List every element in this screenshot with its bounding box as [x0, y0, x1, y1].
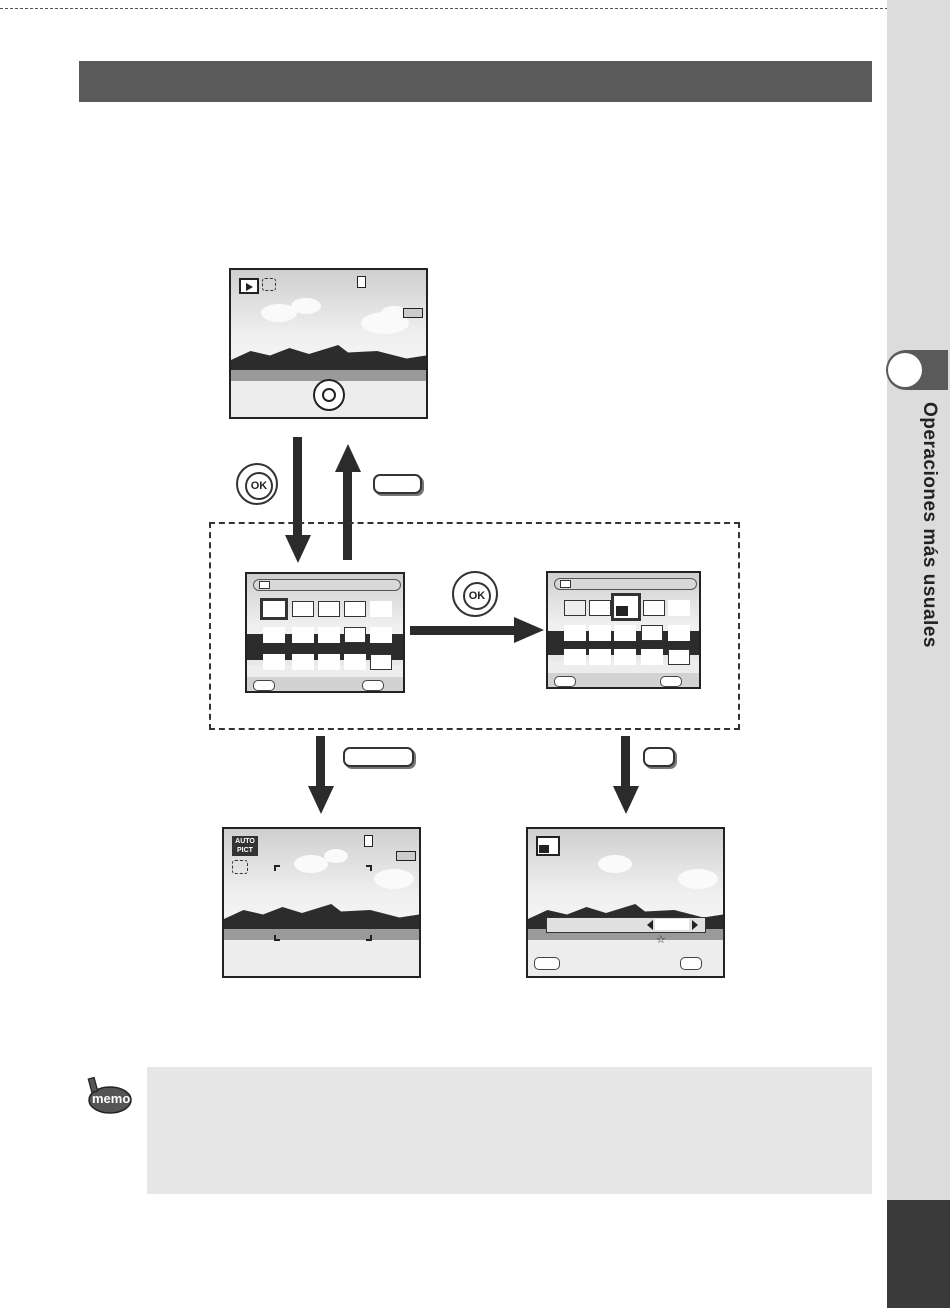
resize-function-icon: [536, 836, 560, 856]
resize-menu-key-icon: [534, 957, 560, 970]
focus-frame-icon: [274, 865, 372, 941]
palette-ok-key-icon: [362, 680, 384, 691]
size-left-arrow-icon: [647, 920, 653, 930]
arrow-down-to-capture-head: [308, 786, 334, 814]
four-way-controller-icon: [313, 379, 345, 411]
ok-button-icon: [236, 463, 278, 505]
face-detect-icon-capture: [232, 860, 248, 874]
playback-tab-icon: [259, 581, 270, 589]
startup-screen-icon: [370, 654, 392, 670]
image-copy-icon: [370, 601, 392, 617]
recover-icon-right: [641, 649, 663, 665]
red-eye-icon-right: [668, 625, 690, 641]
slideshow-icon-right: [564, 600, 586, 616]
memory-card-icon-capture: [364, 835, 373, 847]
auto-mode-label-bottom: PICT: [237, 847, 253, 854]
shutter-release-key-icon: [343, 747, 414, 767]
chapter-side-tab: [887, 0, 950, 1308]
ok-button-label: OK: [245, 472, 273, 500]
memory-card-icon: [357, 276, 366, 288]
movie-edit-icon: [318, 627, 340, 643]
arrow-up-to-playback-head: [335, 444, 361, 472]
color-filter-icon-right: [589, 625, 611, 641]
frame-icon-right: [641, 625, 663, 641]
image-copy-icon-right: [668, 600, 690, 616]
red-eye-icon: [370, 627, 392, 643]
dpof-icon-right: [614, 649, 636, 665]
resize-icon-selected: [611, 593, 641, 621]
movie-edit-icon-right: [614, 625, 636, 641]
memo-icon-label: memo: [92, 1091, 131, 1106]
size-right-arrow-icon: [692, 920, 698, 930]
playback-tab-icon-right: [560, 580, 571, 588]
side-tab-title: Operaciones más usuales: [919, 402, 940, 648]
arrow-down-to-resize-head: [613, 786, 639, 814]
palette-titlebar: [253, 579, 401, 591]
menu-key-icon: [373, 474, 422, 494]
image-rotate-icon: [292, 601, 314, 617]
cropping-icon-right: [643, 600, 665, 616]
dpof-icon: [318, 654, 340, 670]
arrow-right-select: [410, 626, 516, 635]
palette-menu-screen: [245, 572, 405, 693]
rotate-icon-right: [564, 625, 586, 641]
rotate-icon: [263, 627, 285, 643]
protect-icon: [292, 654, 314, 670]
resize-ok-key-icon: [680, 957, 702, 970]
protect-icon-right: [589, 649, 611, 665]
four-way-ok-label: OK: [463, 582, 491, 610]
cropping-icon: [344, 601, 366, 617]
page-number-block: [887, 1200, 950, 1308]
playback-mode-icon: [239, 278, 259, 294]
playback-screen: [229, 268, 428, 419]
chapter-marker-circle: [888, 353, 922, 387]
resize-icon: [318, 601, 340, 617]
voice-memo-icon: [263, 654, 285, 670]
size-value-field: [655, 919, 689, 930]
color-filter-icon: [292, 627, 314, 643]
palette-titlebar-right: [554, 578, 697, 590]
slideshow-icon: [260, 598, 288, 620]
capture-mode-screen: [222, 827, 421, 978]
four-way-ok-icon: [452, 571, 498, 617]
battery-icon: [403, 308, 423, 318]
arrow-right-select-head: [514, 617, 544, 643]
frame-icon: [344, 627, 366, 643]
section-header-bar: [79, 61, 872, 102]
ok-key-icon: [643, 747, 675, 767]
top-dashed-rule: [0, 8, 888, 9]
memo-note-box: [147, 1067, 872, 1194]
palette-menu-key-icon-right: [554, 676, 576, 687]
voice-memo-icon-right: [564, 649, 586, 665]
resize-function-screen: [526, 827, 725, 978]
palette-menu-key-icon: [253, 680, 275, 691]
auto-picture-mode-icon: [232, 836, 258, 856]
startup-screen-icon-right: [668, 649, 690, 665]
auto-mode-label-top: AUTO: [235, 838, 255, 845]
image-rotate-icon-right: [589, 600, 611, 616]
palette-menu-selected-screen: [546, 571, 701, 689]
face-detect-icon: [262, 278, 276, 291]
quality-star-icon: ☆: [656, 934, 666, 946]
size-selector-bar: [546, 917, 706, 933]
palette-ok-key-icon-right: [660, 676, 682, 687]
recover-icon: [344, 654, 366, 670]
battery-icon-capture: [396, 851, 416, 861]
